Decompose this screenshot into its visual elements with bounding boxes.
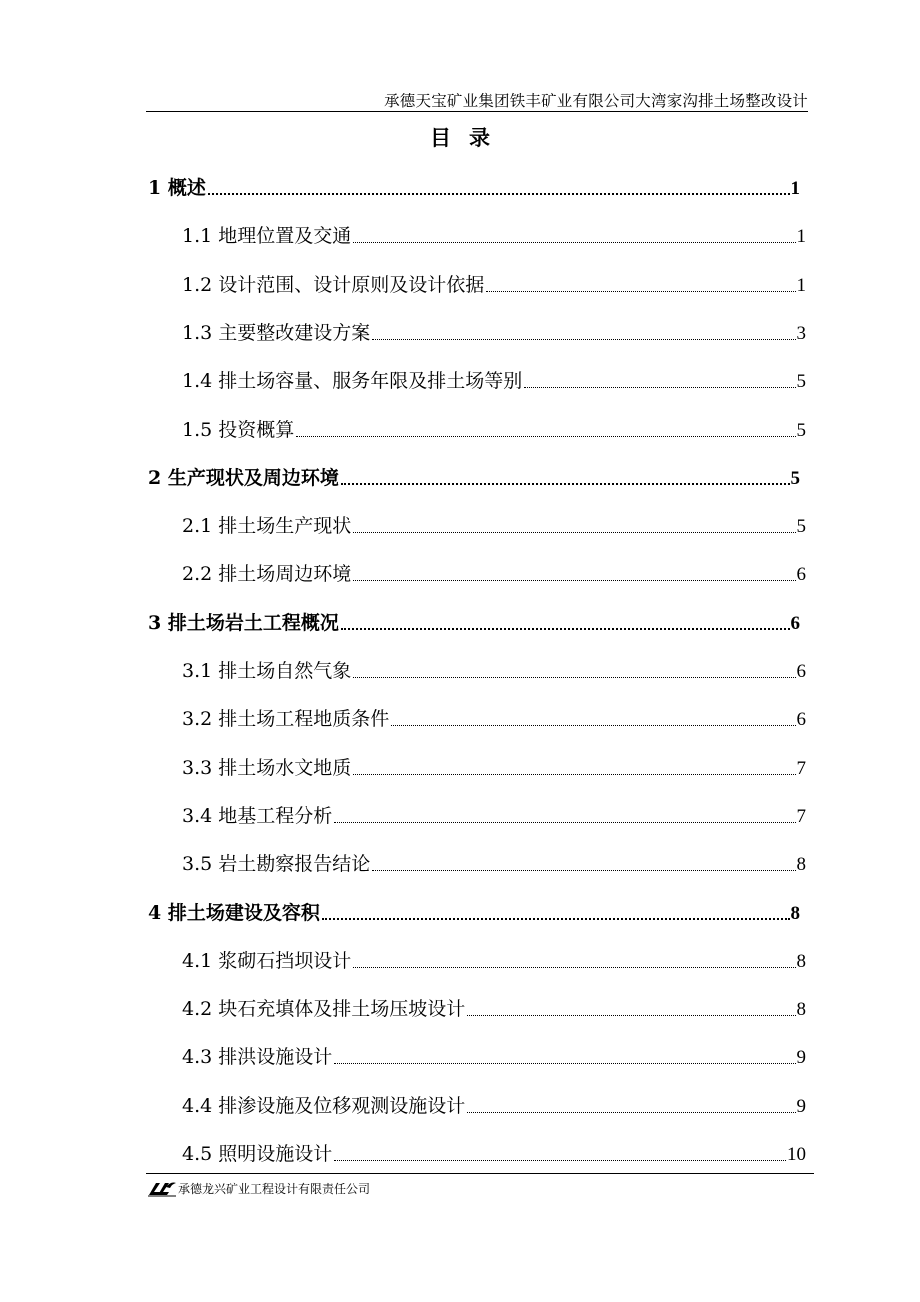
toc-section-entry[interactable]: [182, 363, 806, 393]
toc-entry-label: 3.2 排土场工程地质条件: [182, 708, 390, 730]
toc-title: 目录: [430, 125, 508, 150]
toc-entry-label: 3.4 地基工程分析: [182, 805, 333, 827]
toc-entry-page-number: 8: [790, 903, 800, 924]
toc-dot-leader: [353, 531, 795, 533]
toc-entry-page-number: 5: [796, 516, 806, 537]
toc-entry-label: 2.2 排土场周边环境: [182, 563, 352, 585]
toc-entry-page-number: 1: [796, 226, 806, 247]
toc-entry-label: 4.1 浆砌石挡坝设计: [182, 950, 352, 972]
toc-entry-label: 1.2 设计范围、设计原则及设计依据: [182, 274, 485, 296]
toc-dot-leader: [341, 482, 790, 485]
toc-entry-label: 3.3 排土场水文地质: [182, 757, 352, 779]
toc-entry-page-number: 8: [796, 951, 806, 972]
toc-entry-label: 2 生产现状及周边环境: [148, 467, 339, 489]
toc-section-entry[interactable]: [182, 1136, 806, 1166]
toc-dot-leader: [208, 192, 790, 195]
header-divider: [146, 111, 808, 112]
toc-section-entry[interactable]: [182, 218, 806, 248]
toc-dot-leader: [353, 579, 795, 581]
toc-entry-page-number: 10: [787, 1144, 806, 1165]
toc-entry-page-number: 6: [790, 613, 800, 634]
toc-chapter-entry[interactable]: [148, 170, 800, 200]
toc-dot-leader: [322, 917, 790, 920]
toc-section-entry[interactable]: [182, 1088, 806, 1118]
toc-chapter-entry[interactable]: [148, 460, 800, 490]
toc-entry-page-number: 8: [796, 854, 806, 875]
toc-section-entry[interactable]: [182, 798, 806, 828]
toc-entry-label: 3.5 岩土勘察报告结论: [182, 853, 371, 875]
toc-entry-label: 4.2 块石充填体及排土场压坡设计: [182, 998, 466, 1020]
page-footer: [147, 1177, 370, 1199]
toc-section-entry[interactable]: [182, 556, 806, 586]
toc-dot-leader: [467, 1014, 795, 1016]
toc-entry-page-number: 1: [796, 275, 806, 296]
company-logo-icon: [147, 1179, 177, 1197]
toc-entry-label: 1.5 投资概算: [182, 419, 295, 441]
toc-entry-page-number: 7: [796, 758, 806, 779]
toc-dot-leader: [353, 773, 795, 775]
toc-entry-page-number: 6: [796, 661, 806, 682]
toc-section-entry[interactable]: [182, 653, 806, 683]
toc-entry-page-number: 6: [796, 564, 806, 585]
toc-entry-label: 1.3 主要整改建设方案: [182, 322, 371, 344]
toc-entry-page-number: 8: [796, 999, 806, 1020]
toc-section-entry[interactable]: [182, 315, 806, 345]
toc-entry-page-number: 6: [796, 709, 806, 730]
toc-dot-leader: [391, 724, 795, 726]
toc-section-entry[interactable]: [182, 750, 806, 780]
toc-dot-leader: [296, 435, 795, 437]
toc-entry-page-number: 5: [796, 420, 806, 441]
toc-dot-leader: [341, 627, 790, 630]
toc-chapter-entry[interactable]: [148, 605, 800, 635]
toc-section-entry[interactable]: [182, 846, 806, 876]
toc-entry-page-number: 9: [796, 1047, 806, 1068]
toc-entry-label: 4.3 排洪设施设计: [182, 1046, 333, 1068]
toc-dot-leader: [524, 386, 795, 388]
toc-entry-label: 2.1 排土场生产现状: [182, 515, 352, 537]
toc-entry-page-number: 5: [790, 468, 800, 489]
toc-entry-label: 3 排土场岩土工程概况: [148, 612, 339, 634]
toc-entry-page-number: 9: [796, 1096, 806, 1117]
footer-company-name: 承德龙兴矿业工程设计有限责任公司: [178, 1181, 371, 1196]
toc-dot-leader: [334, 1062, 795, 1064]
toc-dot-leader: [372, 869, 795, 871]
toc-section-entry[interactable]: [182, 1039, 806, 1069]
toc-dot-leader: [353, 676, 795, 678]
toc-entry-label: 1 概述: [148, 177, 206, 199]
toc-chapter-entry[interactable]: [148, 895, 800, 925]
toc-section-entry[interactable]: [182, 701, 806, 731]
toc-section-entry[interactable]: [182, 991, 806, 1021]
toc-entry-label: 1.1 地理位置及交通: [182, 225, 352, 247]
toc-section-entry[interactable]: [182, 412, 806, 442]
toc-entry-page-number: 3: [796, 323, 806, 344]
toc-entry-label: 4.5 照明设施设计: [182, 1143, 333, 1165]
toc-dot-leader: [334, 821, 795, 823]
toc-dot-leader: [353, 966, 795, 968]
toc-section-entry[interactable]: [182, 508, 806, 538]
toc-dot-leader: [353, 241, 795, 243]
toc-dot-leader: [372, 338, 795, 340]
toc-dot-leader: [334, 1159, 786, 1161]
toc-entry-page-number: 5: [796, 371, 806, 392]
toc-section-entry[interactable]: [182, 943, 806, 973]
toc-dot-leader: [486, 290, 795, 292]
toc-entry-page-number: 1: [790, 178, 800, 199]
toc-dot-leader: [467, 1111, 795, 1113]
footer-divider: [146, 1173, 814, 1174]
toc-entry-label: 4 排土场建设及容积: [148, 902, 320, 924]
toc-entry-page-number: 7: [796, 806, 806, 827]
toc-entry-label: 3.1 排土场自然气象: [182, 660, 352, 682]
toc-section-entry[interactable]: [182, 267, 806, 297]
toc-entry-label: 4.4 排渗设施及位移观测设施设计: [182, 1095, 466, 1117]
toc-entry-label: 1.4 排土场容量、服务年限及排土场等别: [182, 370, 523, 392]
page-header: 承德天宝矿业集团铁丰矿业有限公司大湾家沟排土场整改设计: [384, 92, 808, 110]
